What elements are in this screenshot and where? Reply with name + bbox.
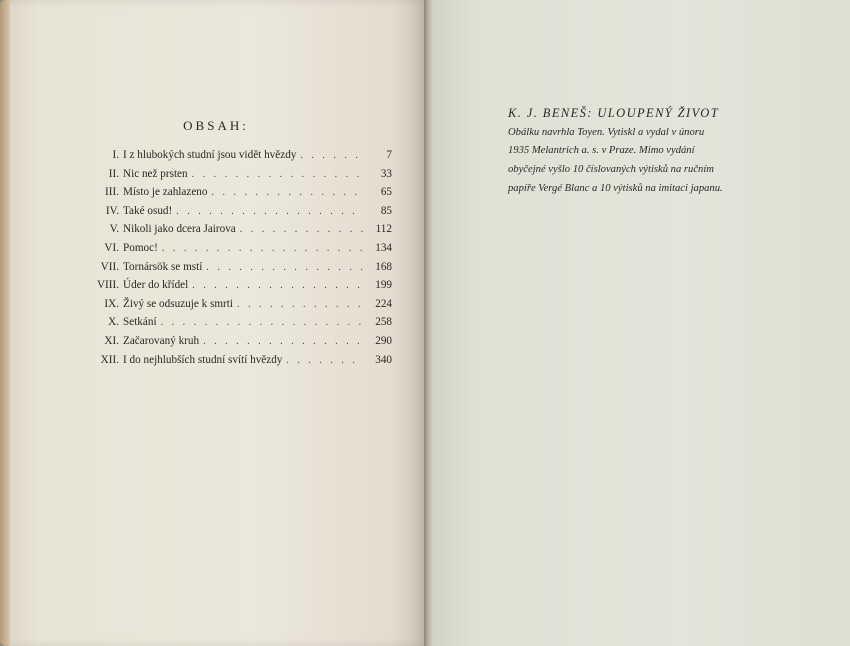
dot-leader xyxy=(237,299,364,310)
dot-leader xyxy=(212,187,365,198)
chapter-title: Začarovaný kruh xyxy=(123,334,200,347)
colophon xyxy=(508,104,768,199)
dot-leader xyxy=(240,224,364,235)
chapter-title: Nikoli jako dcera Jairova xyxy=(123,223,236,236)
colophon-line: obyčejné vyšlo 10 číslovaných výtisků na ručním xyxy=(508,164,714,176)
toc-entry xyxy=(92,298,392,317)
page-number: 65 xyxy=(380,186,392,199)
page-number: 134 xyxy=(375,241,392,254)
chapter-number: XI. xyxy=(104,334,119,347)
page-number: 33 xyxy=(380,167,392,180)
chapter-title: I z hlubokých studní jsou vidět hvězdy xyxy=(123,149,297,161)
page-number: 7 xyxy=(386,149,392,161)
dot-leader xyxy=(206,262,364,273)
toc-entry xyxy=(92,186,392,205)
chapter-number: II. xyxy=(108,167,119,180)
page-number: 199 xyxy=(375,279,392,292)
chapter-title: Nic než prsten xyxy=(123,167,188,180)
toc-entry xyxy=(92,205,392,224)
toc-entry xyxy=(92,279,392,298)
toc-entry xyxy=(92,261,392,280)
toc-entry xyxy=(92,335,392,354)
page-number: 258 xyxy=(375,316,392,329)
colophon-line: Obálku navrhla Toyen. Vytiskl a vydal v únoru xyxy=(508,126,705,138)
toc-entry xyxy=(92,168,392,187)
colophon-heading: K. J. BENEŠ: ULOUPENÝ ŽIVOT xyxy=(508,106,720,120)
toc-entry xyxy=(92,316,392,335)
toc-entry xyxy=(92,354,392,373)
dot-leader xyxy=(203,336,364,347)
page-number: 85 xyxy=(380,204,392,217)
dot-leader xyxy=(192,169,364,180)
chapter-number: IV. xyxy=(105,204,119,217)
chapter-title: I do nejhlubších studní svítí hvězdy xyxy=(123,353,283,366)
chapter-title: Setkání xyxy=(123,316,157,329)
dot-leader xyxy=(300,150,364,161)
page-number: 340 xyxy=(375,353,392,366)
dot-leader xyxy=(176,206,364,217)
left-page xyxy=(6,0,426,646)
contents-heading: OBSAH: xyxy=(183,118,249,133)
chapter-number: IX. xyxy=(104,297,119,310)
chapter-number: I. xyxy=(112,149,119,161)
chapter-title: Místo je zahlazeno xyxy=(123,186,208,199)
page-number: 290 xyxy=(375,334,392,347)
chapter-title: Pomoc! xyxy=(123,241,158,254)
chapter-number: XII. xyxy=(100,353,119,366)
toc-entry xyxy=(92,223,392,242)
chapter-title: Tornársök se mstí xyxy=(123,260,203,273)
colophon-line: papíře Vergé Blanc a 10 výtisků na imitaci japanu. xyxy=(508,182,723,194)
chapter-number: X. xyxy=(108,316,119,329)
dot-leader xyxy=(286,355,364,366)
chapter-number: VIII. xyxy=(96,279,119,292)
colophon-line: 1935 Melantrich a. s. v Praze. Mimo vydání xyxy=(508,145,695,157)
right-page xyxy=(432,0,850,646)
page-number: 112 xyxy=(375,223,392,236)
chapter-title: Také osud! xyxy=(123,204,173,217)
dot-leader xyxy=(162,243,364,254)
page-number: 168 xyxy=(375,260,392,273)
toc-entry xyxy=(92,149,392,168)
chapter-number: V. xyxy=(109,223,119,236)
toc-entry xyxy=(92,242,392,261)
chapter-number: VI. xyxy=(104,241,119,254)
chapter-title: Živý se odsuzuje k smrti xyxy=(123,297,233,310)
chapter-title: Úder do křídel xyxy=(123,279,189,292)
chapter-number: VII. xyxy=(100,260,119,273)
table-of-contents xyxy=(92,149,392,372)
chapter-number: III. xyxy=(105,186,119,199)
page-number: 224 xyxy=(375,297,392,310)
dot-leader xyxy=(161,317,364,328)
dot-leader xyxy=(192,280,364,291)
